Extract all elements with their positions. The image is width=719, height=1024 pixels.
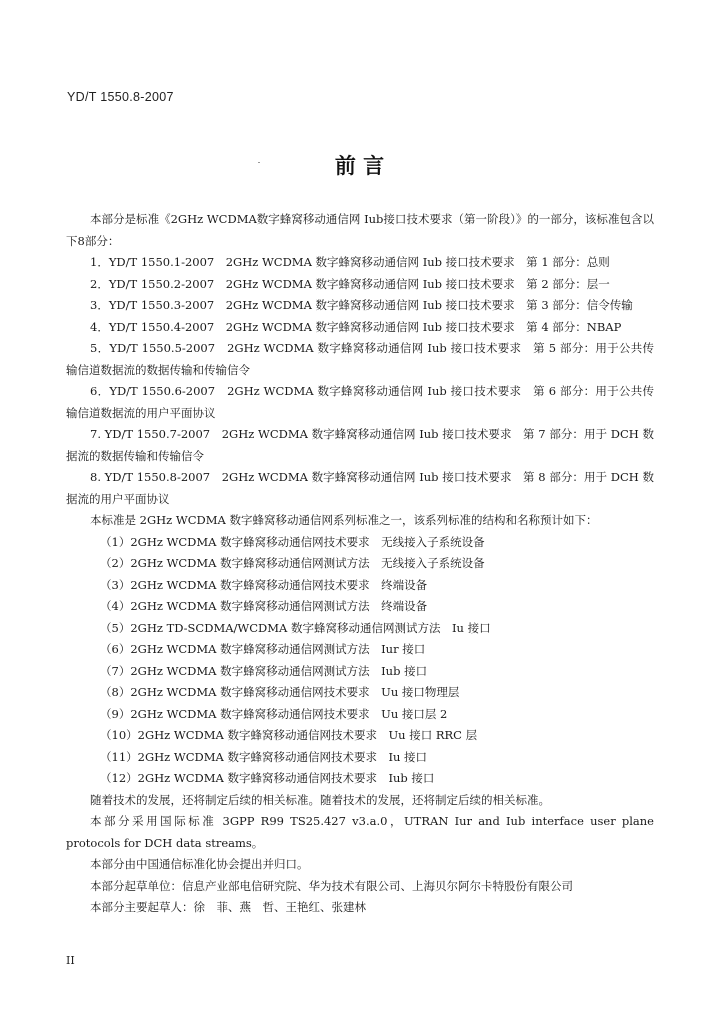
drafters-paragraph: 本部分主要起草人：徐 菲、燕 哲、王艳红、张建林 xyxy=(90,900,366,914)
list-item: （2）2GHz WCDMA 数字蜂窝移动通信网测试方法 无线接入子系统设备 xyxy=(100,556,485,570)
page-number: II xyxy=(66,954,75,967)
series-intro-paragraph: 本标准是 2GHz WCDMA 数字蜂窝移动通信网系列标准之一，该系列标准的结构和名称预计如下： xyxy=(90,513,598,527)
list-item: （4）2GHz WCDMA 数字蜂窝移动通信网测试方法 终端设备 xyxy=(100,599,428,613)
list-item: （9）2GHz WCDMA 数字蜂窝移动通信网技术要求 Uu 接口层 2 xyxy=(100,706,448,721)
list-item: 7. YD/T 1550.7-2007 2GHz WCDMA 数字蜂窝移动通信网 Iub 接口技术要求 第 7 部分：用于 DCH 数据流的数据传输和传输信令 xyxy=(66,427,654,463)
list-item: （5）2GHz TD-SCDMA/WCDMA 数字蜂窝移动通信网测试方法 Iu 接口 xyxy=(100,620,491,635)
adoption-paragraph: 本部分采用国际标准 3GPP R99 TS25.427 v3.a.0，UTRAN Iur and Iub interface user plane protocols for DCH data streams。 xyxy=(66,814,654,850)
list-item: （8）2GHz WCDMA 数字蜂窝移动通信网技术要求 Uu 接口物理层 xyxy=(100,685,460,699)
page-title: 前 言 xyxy=(334,154,385,178)
series-list xyxy=(66,532,654,790)
preface-body xyxy=(66,209,654,919)
drafting-units-paragraph: 本部分起草单位：信息产业部电信研究院、华为技术有限公司、上海贝尔阿尔卡特股份有限公司 xyxy=(90,878,573,893)
list-item: （12）2GHz WCDMA 数字蜂窝移动通信网技术要求 Iub 接口 xyxy=(100,771,435,785)
followup-paragraph: 随着技术的发展，还将制定后续的相关标准。随着技术的发展，还将制定后续的相关标准。 xyxy=(90,792,550,807)
list-item: （10）2GHz WCDMA 数字蜂窝移动通信网技术要求 Uu 接口 RRC 层 xyxy=(100,728,478,742)
list-item: 8. YD/T 1550.8-2007 2GHz WCDMA 数字蜂窝移动通信网 Iub 接口技术要求 第 8 部分：用于 DCH 数据流的用户平面协议 xyxy=(66,470,654,506)
proposer-paragraph: 本部分由中国通信标准化协会提出并归口。 xyxy=(90,857,309,871)
list-item: （3）2GHz WCDMA 数字蜂窝移动通信网技术要求 终端设备 xyxy=(100,577,428,592)
list-item: 5．YD/T 1550.5-2007 2GHz WCDMA 数字蜂窝移动通信网 Iub 接口技术要求 第 5 部分：用于公共传输信道数据流的数据传输和传输信令 xyxy=(66,341,654,377)
list-item: （11）2GHz WCDMA 数字蜂窝移动通信网技术要求 Iu 接口 xyxy=(100,749,428,764)
standard-code-header: YD/T 1550.8-2007 xyxy=(67,90,174,104)
list-item: 2．YD/T 1550.2-2007 2GHz WCDMA 数字蜂窝移动通信网 Iub 接口技术要求 第 2 部分：层一 xyxy=(90,276,610,291)
list-item: 6．YD/T 1550.6-2007 2GHz WCDMA 数字蜂窝移动通信网 Iub 接口技术要求 第 6 部分：用于公共传输信道数据流的用户平面协议 xyxy=(66,384,654,420)
list-item: 3．YD/T 1550.3-2007 2GHz WCDMA 数字蜂窝移动通信网 Iub 接口技术要求 第 3 部分：信令传输 xyxy=(90,298,633,312)
list-item: 1．YD/T 1550.1-2007 2GHz WCDMA 数字蜂窝移动通信网 Iub 接口技术要求 第 1 部分：总则 xyxy=(90,255,610,269)
intro-paragraph: 本部分是标准《2GHz WCDMA数字蜂窝移动通信网 Iub接口技术要求（第一阶段）》的一部分，该标准包含以下8部分： xyxy=(66,212,654,248)
list-item: （6）2GHz WCDMA 数字蜂窝移动通信网测试方法 Iur 接口 xyxy=(100,642,426,656)
list-item: （7）2GHz WCDMA 数字蜂窝移动通信网测试方法 Iub 接口 xyxy=(100,663,428,678)
list-item: 4．YD/T 1550.4-2007 2GHz WCDMA 数字蜂窝移动通信网 Iub 接口技术要求 第 4 部分：NBAP xyxy=(90,319,622,334)
standard-parts-list xyxy=(66,252,654,510)
list-item: （1）2GHz WCDMA 数字蜂窝移动通信网技术要求 无线接入子系统设备 xyxy=(100,534,485,549)
